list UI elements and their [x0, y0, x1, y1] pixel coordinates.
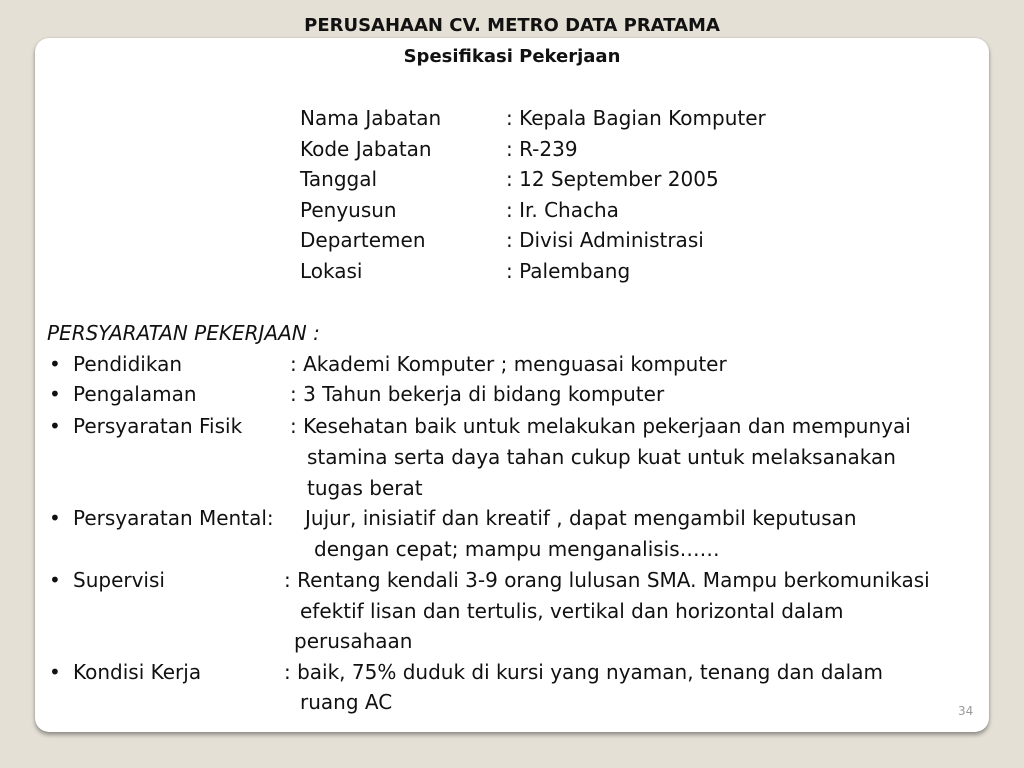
info-value: : Divisi Administrasi: [506, 228, 704, 252]
company-title: PERUSAHAAN CV. METRO DATA PRATAMA: [304, 15, 720, 36]
requirement-label-pengalaman: Pengalaman: [73, 382, 197, 406]
requirement-label-fisik: Persyaratan Fisik: [73, 414, 243, 438]
requirement-line: : Kesehatan baik untuk melakukan pekerjaan dan mempunyai: [290, 414, 911, 438]
requirement-label-supervisi: Supervisi: [73, 568, 165, 592]
info-label: Tanggal: [300, 167, 378, 191]
bullet-point: •: [49, 352, 61, 376]
requirement-line: : Rentang kendali 3-9 orang lulusan SMA. Mampu berkomunikasi: [284, 568, 930, 592]
document-subtitle: Spesifikasi Pekerjaan: [403, 46, 621, 67]
info-value: : Kepala Bagian Komputer: [506, 106, 766, 130]
requirement-line: perusahaan: [294, 629, 413, 653]
bullet-point: •: [49, 660, 61, 684]
requirement-line: dengan cepat; mampu menganalisis……: [314, 537, 720, 561]
requirement-line: efektif lisan dan tertulis, vertikal dan horizontal dalam: [300, 599, 844, 623]
requirements-heading: PERSYARATAN PEKERJAAN :: [47, 321, 320, 345]
bullet-point: •: [49, 382, 61, 406]
requirement-label-pendidikan: Pendidikan: [73, 352, 182, 376]
bullet-point: •: [49, 414, 61, 438]
info-value: : 12 September 2005: [506, 167, 719, 191]
requirement-label-kondisi-kerja: Kondisi Kerja: [73, 660, 202, 684]
info-label: Penyusun: [300, 198, 397, 222]
info-value: : Palembang: [506, 259, 631, 283]
bullet-point: •: [49, 506, 61, 530]
info-value: : R-239: [506, 137, 578, 161]
info-label: Kode Jabatan: [300, 137, 432, 161]
requirement-line: : baik, 75% duduk di kursi yang nyaman, tenang dan dalam: [284, 660, 883, 684]
requirement-line: stamina serta daya tahan cukup kuat untuk melaksanakan: [307, 445, 896, 469]
page-number: 34: [958, 704, 974, 718]
requirement-line: Jujur, inisiatif dan kreatif , dapat mengambil keputusan: [305, 506, 857, 530]
requirement-line: tugas berat: [307, 476, 423, 500]
info-label: Lokasi: [300, 259, 363, 283]
info-label: Nama Jabatan: [300, 106, 442, 130]
info-label: Departemen: [300, 228, 426, 252]
info-value: : Ir. Chacha: [506, 198, 619, 222]
requirement-line: : 3 Tahun bekerja di bidang komputer: [290, 382, 665, 406]
requirement-label-mental: Persyaratan Mental:: [73, 506, 274, 530]
bullet-point: •: [49, 568, 61, 592]
requirement-line: : Akademi Komputer ; menguasai komputer: [290, 352, 727, 376]
requirement-line: ruang AC: [300, 690, 393, 714]
